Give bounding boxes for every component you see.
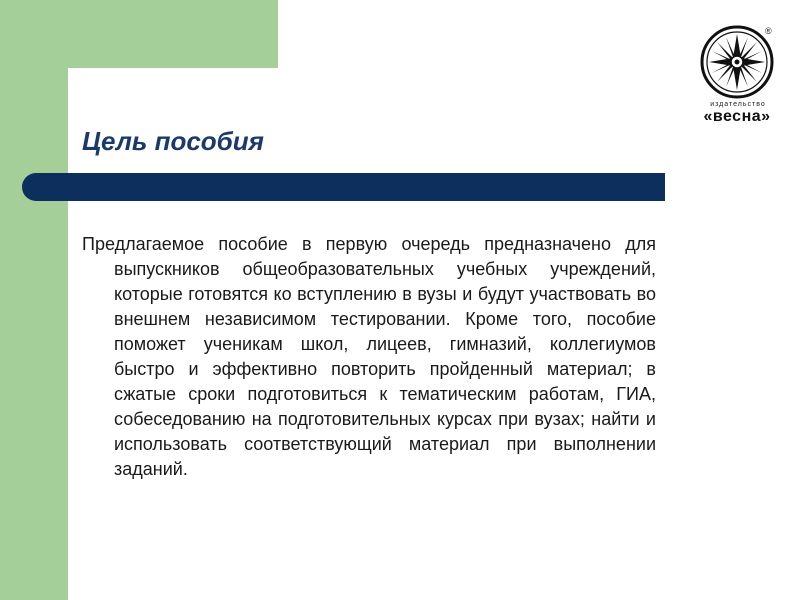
registered-mark: ® — [765, 26, 772, 36]
logo-caption-big: «весна» — [703, 108, 771, 125]
logo-caption-small: издательство — [710, 101, 766, 108]
star-emblem-icon — [694, 24, 784, 104]
top-green-block — [0, 0, 278, 68]
title-divider-bar — [22, 173, 665, 201]
left-green-bar — [0, 0, 68, 600]
slide-body-text — [82, 232, 656, 482]
slide-title: Цель пособия — [82, 126, 264, 156]
body-paragraph: Предлагаемое пособие в первую очередь предназначено для выпускников общеобразовательных учебных учреждений, которые готовятся ко вступлению в вузы и будут участвовать во внешнем независимом тестировании. Кроме того, пособие поможет ученикам школ, лицеев, гимназий, коллегиумов быстро и эффективно повторить пройденный материал; в сжатые сроки подготовиться к тематическим работам, ГИА, собеседованию на подготовительных курсах при вузах; найти и использовать соответствующий материал при выполнении заданий. — [82, 234, 656, 479]
